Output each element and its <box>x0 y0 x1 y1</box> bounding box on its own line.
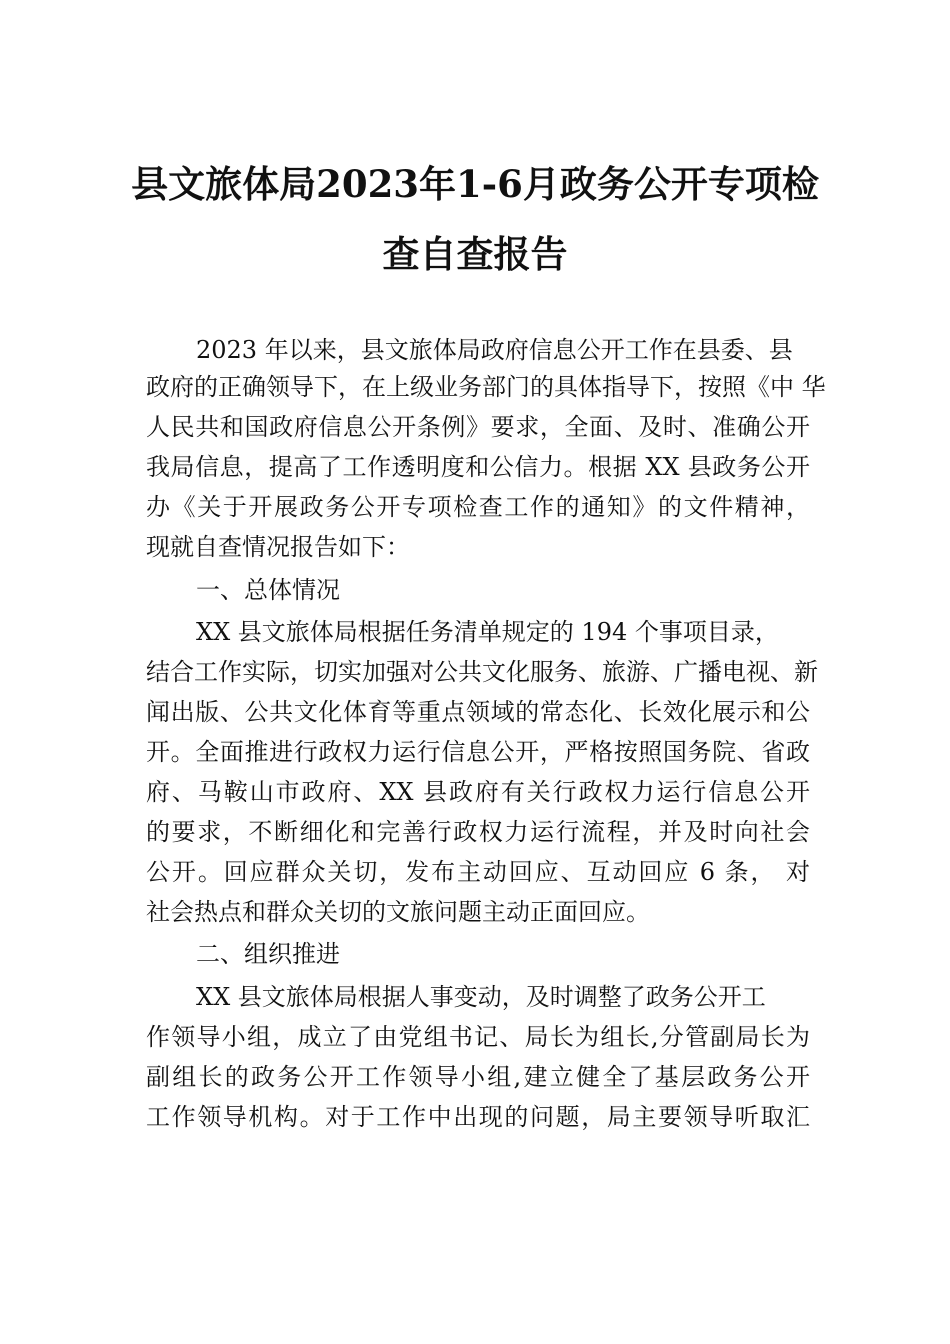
body-line: 2023 年以来，县文旅体局政府信息公开工作在县委、县 <box>196 336 793 364</box>
section-heading-organization: 二、组织推进 <box>196 940 340 968</box>
body-line: 社会热点和群众关切的文旅问题主动正面回应。 <box>146 898 650 926</box>
body-line: 工作领导机构。对于工作中出现的问题，局主要领导听取汇 <box>146 1103 810 1131</box>
body-line: 副组长的政务公开工作领导小组,建立健全了基层政务公开 <box>146 1063 810 1091</box>
body-line: 人民共和国政府信息公开条例》要求，全面、及时、准确公开 <box>146 413 810 441</box>
body-line: 办《关于开展政务公开专项检查工作的通知》的文件精神， <box>146 493 810 521</box>
body-line: 闻出版、公共文化体育等重点领域的常态化、长效化展示和公 <box>146 698 810 726</box>
body-line: XX 县文旅体局根据任务清单规定的 194 个事项目录， <box>196 618 779 646</box>
body-line: 结合工作实际，切实加强对公共文化服务、旅游、广播电视、新 <box>146 658 818 686</box>
section-heading-overview: 一、总体情况 <box>196 576 340 604</box>
body-line: 作领导小组，成立了由党组书记、局长为组长,分管副局长为 <box>146 1023 810 1051</box>
body-line: XX 县文旅体局根据人事变动，及时调整了政务公开工 <box>196 983 766 1011</box>
document-title-line-1: 县文旅体局2023年1-6月政务公开专项检 <box>131 162 819 206</box>
body-line: 公开。回应群众关切，发布主动回应、互动回应 6 条， 对 <box>146 858 810 886</box>
body-line: 府、马鞍山市政府、XX 县政府有关行政权力运行信息公开 <box>146 778 810 806</box>
body-line: 的要求，不断细化和完善行政权力运行流程，并及时向社会 <box>146 818 810 846</box>
body-line: 现就自查情况报告如下： <box>146 533 410 561</box>
document-title-line-2: 查自查报告 <box>382 232 568 276</box>
body-line: 我局信息，提高了工作透明度和公信力。根据 XX 县政务公开 <box>146 453 810 481</box>
body-line: 开。全面推进行政权力运行信息公开，严格按照国务院、省政 <box>146 738 810 766</box>
body-line: 政府的正确领导下，在上级业务部门的具体指导下，按照《中 华 <box>146 373 826 401</box>
